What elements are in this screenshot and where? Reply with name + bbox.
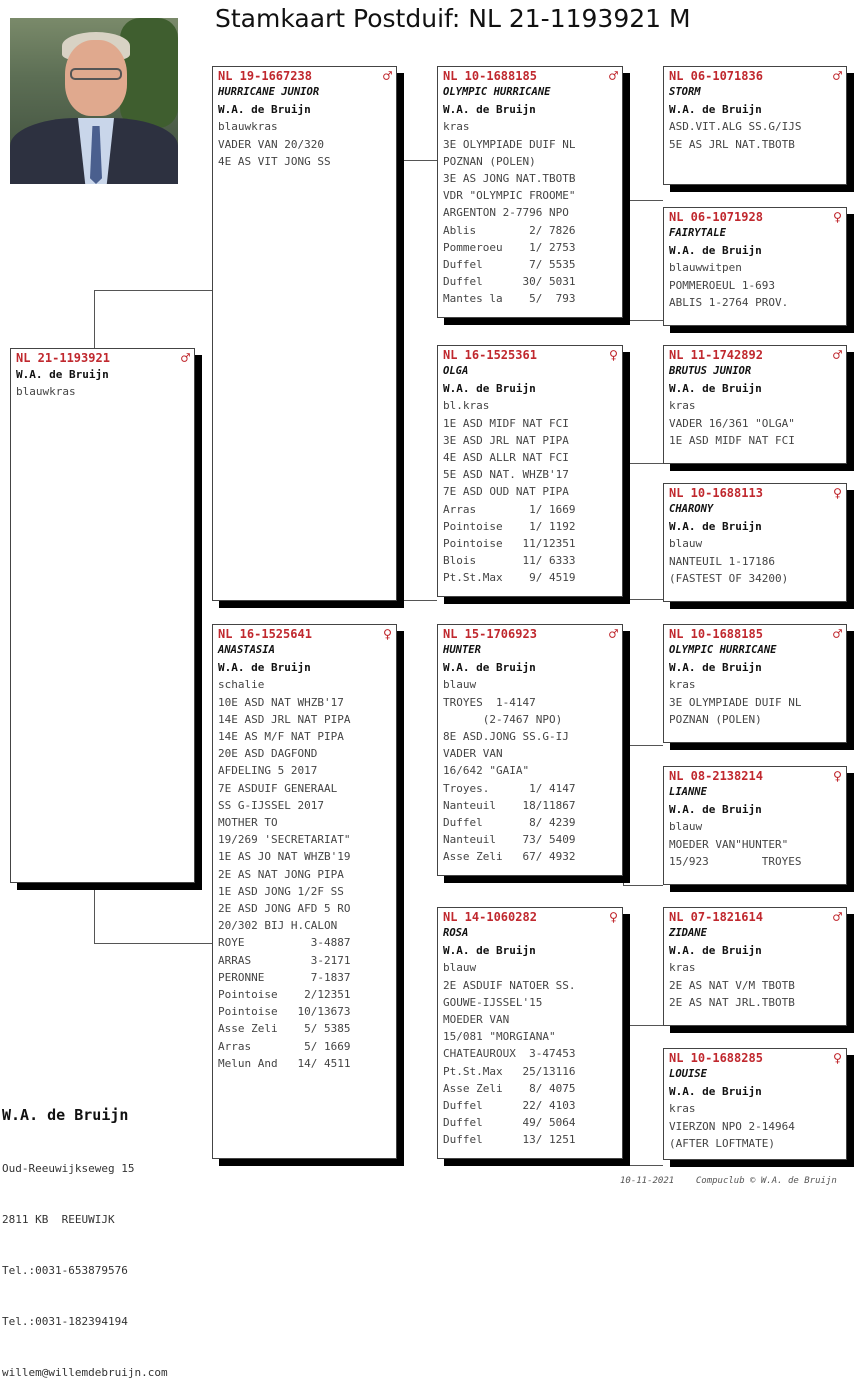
card-line: 1E ASD MIDF NAT FCI <box>443 416 569 430</box>
pigeon-card-g3-2[interactable] <box>663 207 847 326</box>
card-line: (AFTER LOFTMATE) <box>669 1136 775 1150</box>
owner-phone-1: Tel.:0031-653879576 <box>2 1264 128 1277</box>
card-line: Ablis 2/ 7826 <box>443 223 576 237</box>
pigeon-card-sire-sire[interactable] <box>437 66 623 318</box>
card-line: 2E AS NAT JRL.TBOTB <box>669 995 795 1009</box>
card-line: Asse Zeli 8/ 4075 <box>443 1081 576 1095</box>
breeder-name: W.A. de Bruijn <box>443 944 536 958</box>
card-line: CHATEAUROUX 3-47453 <box>443 1047 576 1061</box>
ring-number: NL 10-1688285 <box>669 1051 763 1065</box>
breeder-name: W.A. de Bruijn <box>669 661 762 675</box>
pigeon-card-sire-dam[interactable] <box>437 345 623 597</box>
card-line: VADER VAN <box>443 747 503 761</box>
card-lines <box>669 818 842 870</box>
card-line: VADER VAN 20/320 <box>218 137 324 151</box>
connector <box>94 943 212 944</box>
card-line: 5E AS JRL NAT.TBOTB <box>669 137 795 151</box>
pigeon-card-g3-8[interactable] <box>663 1048 847 1160</box>
female-icon: ♀ <box>382 625 392 643</box>
owner-name: W.A. de Bruijn <box>2 1106 129 1124</box>
card-line: Nanteuil 18/11867 <box>443 798 576 812</box>
breeder-name: W.A. de Bruijn <box>669 382 762 396</box>
breeder-name: W.A. de Bruijn <box>443 103 536 117</box>
card-line: 3E OLYMPIADE DUIF NL <box>443 137 576 151</box>
ring-number: NL 08-2138214 <box>669 769 763 783</box>
ring-number: NL 19-1667238 <box>218 69 312 83</box>
ring-number: NL 14-1060282 <box>443 910 537 924</box>
card-line: POZNAN (POLEN) <box>443 154 536 168</box>
breeder-name: W.A. de Bruijn <box>669 944 762 958</box>
card-line: VADER 16/361 "OLGA" <box>669 416 795 430</box>
card-line: 7E ASD OUD NAT PIPA <box>443 485 569 499</box>
male-icon: ♂ <box>832 67 842 85</box>
pigeon-name: OLYMPIC HURRICANE <box>443 86 551 98</box>
breeder-name: W.A. de Bruijn <box>669 520 762 534</box>
card-line: Duffel 13/ 1251 <box>443 1133 576 1147</box>
card-line: blauwwitpen <box>669 261 742 275</box>
card-line: 7E ASDUIF GENERAAL <box>218 781 338 795</box>
card-line: MOTHER TO <box>218 816 278 830</box>
connector <box>623 463 663 464</box>
card-line: 14E AS M/F NAT PIPA <box>218 730 344 744</box>
card-line: Pointoise 2/12351 <box>218 988 351 1002</box>
card-line: Duffel 22/ 4103 <box>443 1099 576 1113</box>
owner-street: Oud-Reeuwijkseweg 15 <box>2 1162 135 1175</box>
owner-photo <box>10 18 178 184</box>
connector <box>623 885 663 886</box>
male-icon: ♂ <box>832 625 842 643</box>
card-lines <box>443 397 618 586</box>
pigeon-name: OLGA <box>443 365 469 377</box>
card-line: ROYE 3-4887 <box>218 936 351 950</box>
connector <box>94 883 95 943</box>
card-line: POZNAN (POLEN) <box>669 712 762 726</box>
ring-number: NL 11-1742892 <box>669 348 763 362</box>
connector <box>397 160 398 600</box>
connector <box>623 1165 663 1166</box>
card-line: ASD.VIT.ALG SS.G/IJS <box>669 120 802 134</box>
card-line: Duffel 49/ 5064 <box>443 1116 576 1130</box>
card-line: 16/642 "GAIA" <box>443 764 530 778</box>
card-line: blauwkras <box>218 120 278 134</box>
card-line: POMMEROEUL 1-693 <box>669 278 775 292</box>
card-line: ABLIS 1-2764 PROV. <box>669 295 789 309</box>
card-line: VDR "OLYMPIC FROOME" <box>443 189 576 203</box>
pigeon-card-g3-1[interactable] <box>663 66 847 185</box>
card-line: 3E AS JONG NAT.TBOTB <box>443 172 576 186</box>
card-line: 5E ASD NAT. WHZB'17 <box>443 468 569 482</box>
ring-number: NL 15-1706923 <box>443 627 537 641</box>
card-line: Asse Zeli 67/ 4932 <box>443 850 576 864</box>
card-lines <box>669 676 842 728</box>
male-icon: ♂ <box>608 67 618 85</box>
card-line: 2E AS NAT JONG PIPA <box>218 867 344 881</box>
male-icon: ♂ <box>382 67 392 85</box>
card-line: GOUWE-IJSSEL'15 <box>443 995 543 1009</box>
pigeon-card-subject[interactable] <box>10 348 195 883</box>
card-lines <box>218 676 392 1072</box>
card-lines <box>443 118 618 307</box>
ring-number: NL 10-1688113 <box>669 486 763 500</box>
card-line: PERONNE 7-1837 <box>218 970 351 984</box>
pigeon-name: ROSA <box>443 927 469 939</box>
connector <box>623 1025 663 1026</box>
female-icon: ♀ <box>832 1049 842 1067</box>
breeder-name: W.A. de Bruijn <box>669 1085 762 1099</box>
card-line: Asse Zeli 5/ 5385 <box>218 1022 351 1036</box>
owner-phone-2: Tel.:0031-182394194 <box>2 1315 128 1328</box>
pigeon-name: STORM <box>669 86 701 98</box>
card-line: 4E ASD ALLR NAT FCI <box>443 451 569 465</box>
male-icon: ♂ <box>832 346 842 364</box>
card-line: kras <box>669 678 696 692</box>
card-line: (2-7467 NPO) <box>443 712 563 726</box>
breeder-name: W.A. de Bruijn <box>669 103 762 117</box>
card-line: MOEDER VAN <box>443 1013 510 1027</box>
breeder-name: W.A. de Bruijn <box>669 244 762 258</box>
card-lines <box>669 535 842 587</box>
card-lines <box>669 397 842 449</box>
card-line: 8E ASD.JONG SS.G-IJ <box>443 730 569 744</box>
card-line: VIERZON NPO 2-14964 <box>669 1119 795 1133</box>
ring-number: NL 07-1821614 <box>669 910 763 924</box>
breeder-name: W.A. de Bruijn <box>443 661 536 675</box>
male-icon: ♂ <box>608 625 618 643</box>
pigeon-card-dam-sire[interactable] <box>437 624 623 876</box>
pigeon-name: FAIRYTALE <box>669 227 726 239</box>
pigeon-name: LOUISE <box>669 1068 707 1080</box>
card-line: ARGENTON 2-7796 NPO <box>443 206 569 220</box>
card-lines <box>443 959 618 1148</box>
card-line: 20E ASD DAGFOND <box>218 747 318 761</box>
card-line: Arras 1/ 1669 <box>443 502 576 516</box>
card-line: 3E ASD JRL NAT PIPA <box>443 433 569 447</box>
female-icon: ♀ <box>832 767 842 785</box>
card-line: 1E ASD MIDF NAT FCI <box>669 433 795 447</box>
card-line: blauw <box>443 678 477 692</box>
card-line: kras <box>669 961 696 975</box>
card-line: 4E AS VIT JONG SS <box>218 154 331 168</box>
card-lines <box>669 1100 842 1152</box>
card-line: 15/923 TROYES <box>669 854 802 868</box>
pigeon-card-dam[interactable] <box>212 624 397 1159</box>
card-line: Duffel 30/ 5031 <box>443 275 576 289</box>
pigeon-card-g3-6[interactable] <box>663 766 847 885</box>
card-line: schalie <box>218 678 265 692</box>
card-line: Troyes. 1/ 4147 <box>443 781 576 795</box>
card-lines <box>669 118 842 152</box>
connector <box>623 200 624 320</box>
connector <box>623 320 663 321</box>
card-lines <box>218 118 392 170</box>
card-line: Arras 5/ 1669 <box>218 1039 351 1053</box>
card-line: Blois 11/ 6333 <box>443 554 576 568</box>
pigeon-card-g3-3[interactable] <box>663 345 847 464</box>
pigeon-name: ZIDANE <box>669 927 707 939</box>
female-icon: ♀ <box>608 908 618 926</box>
connector <box>623 463 624 599</box>
footer-credit: 10-11-2021 Compuclub © W.A. de Bruijn <box>620 1176 837 1186</box>
card-line: Duffel 8/ 4239 <box>443 816 576 830</box>
card-line: 2E ASDUIF NATOER SS. <box>443 978 576 992</box>
page-title: Stamkaart Postduif: NL 21-1193921 M <box>215 4 691 33</box>
card-line: SS G-IJSSEL 2017 <box>218 798 324 812</box>
card-line: Mantes la 5/ 793 <box>443 292 576 306</box>
pigeon-name: ANASTASIA <box>218 644 275 656</box>
female-icon: ♀ <box>608 346 618 364</box>
card-line: (FASTEST OF 34200) <box>669 571 789 585</box>
connector <box>623 745 663 746</box>
card-line: 15/081 "MORGIANA" <box>443 1030 556 1044</box>
pigeon-card-g3-5[interactable] <box>663 624 847 743</box>
connector <box>623 745 624 885</box>
breeder-name: W.A. de Bruijn <box>16 368 109 381</box>
male-icon: ♂ <box>832 908 842 926</box>
card-line: kras <box>443 120 470 134</box>
ring-number: NL 16-1525641 <box>218 627 312 641</box>
card-line: kras <box>669 399 696 413</box>
connector <box>94 290 212 291</box>
card-line: 2E ASD JONG AFD 5 RO <box>218 902 351 916</box>
card-line: 19/269 'SECRETARIAT" <box>218 833 351 847</box>
pigeon-name: LIANNE <box>669 786 707 798</box>
pigeon-card-g3-4[interactable] <box>663 483 847 602</box>
ring-number: NL 06-1071836 <box>669 69 763 83</box>
card-line: NANTEUIL 1-17186 <box>669 554 775 568</box>
card-line: Pt.St.Max 9/ 4519 <box>443 571 576 585</box>
breeder-name: W.A. de Bruijn <box>218 103 311 117</box>
card-line: Pointoise 10/13673 <box>218 1005 351 1019</box>
card-line: Nanteuil 73/ 5409 <box>443 833 576 847</box>
owner-city: 2811 KB REEUWIJK <box>2 1213 115 1226</box>
card-line: blauwkras <box>16 385 76 399</box>
card-line: 14E ASD JRL NAT PIPA <box>218 712 351 726</box>
pigeon-name: HURRICANE JUNIOR <box>218 86 320 98</box>
card-line: blauw <box>443 961 477 975</box>
card-line: TROYES 1-4147 <box>443 695 536 709</box>
card-line: Pointoise 11/12351 <box>443 537 576 551</box>
connector <box>397 600 437 601</box>
card-line: 2E AS NAT V/M TBOTB <box>669 978 795 992</box>
male-icon: ♂ <box>180 349 190 367</box>
pigeon-card-sire[interactable] <box>212 66 397 601</box>
connector <box>397 160 437 161</box>
card-lines <box>669 959 842 1011</box>
pigeon-name: HUNTER <box>443 644 481 656</box>
card-line: blauw <box>669 820 703 834</box>
card-lines <box>669 259 842 311</box>
ring-number: NL 10-1688185 <box>443 69 537 83</box>
owner-email[interactable]: willem@willemdebruijn.com <box>2 1366 168 1379</box>
pigeon-card-g3-7[interactable] <box>663 907 847 1026</box>
ring-number: NL 06-1071928 <box>669 210 763 224</box>
owner-address <box>2 1070 168 1398</box>
card-lines <box>443 676 618 865</box>
connector <box>94 290 95 352</box>
card-line: Melun And 14/ 4511 <box>218 1056 351 1070</box>
pigeon-name: BRUTUS JUNIOR <box>669 365 752 377</box>
card-line: 20/302 BIJ H.CALON <box>218 919 338 933</box>
female-icon: ♀ <box>832 484 842 502</box>
pigeon-name: CHARONY <box>669 503 714 515</box>
breeder-name: W.A. de Bruijn <box>218 661 311 675</box>
pigeon-card-dam-dam[interactable] <box>437 907 623 1159</box>
ring-number: NL 21-1193921 <box>16 351 110 365</box>
ring-number: NL 16-1525361 <box>443 348 537 362</box>
connector <box>623 599 663 600</box>
card-line: 3E OLYMPIADE DUIF NL <box>669 695 802 709</box>
female-icon: ♀ <box>832 208 842 226</box>
card-line: AFDELING 5 2017 <box>218 764 318 778</box>
breeder-name: W.A. de Bruijn <box>669 803 762 817</box>
card-line: ARRAS 3-2171 <box>218 953 351 967</box>
card-line: bl.kras <box>443 399 490 413</box>
ring-number: NL 10-1688185 <box>669 627 763 641</box>
card-line: blauw <box>669 537 703 551</box>
breeder-name: W.A. de Bruijn <box>443 382 536 396</box>
connector <box>623 1025 624 1165</box>
pigeon-name: OLYMPIC HURRICANE <box>669 644 777 656</box>
card-line: 1E AS JO NAT WHZB'19 <box>218 850 351 864</box>
card-line: Pt.St.Max 25/13116 <box>443 1064 576 1078</box>
card-line: Pointoise 1/ 1192 <box>443 519 576 533</box>
card-line: Pommeroeu 1/ 2753 <box>443 240 576 254</box>
card-line: Duffel 7/ 5535 <box>443 258 576 272</box>
card-line: kras <box>669 1102 696 1116</box>
card-line: MOEDER VAN"HUNTER" <box>669 837 789 851</box>
connector <box>623 200 663 201</box>
card-line: 10E ASD NAT WHZB'17 <box>218 695 344 709</box>
card-line: 1E ASD JONG 1/2F SS <box>218 884 344 898</box>
